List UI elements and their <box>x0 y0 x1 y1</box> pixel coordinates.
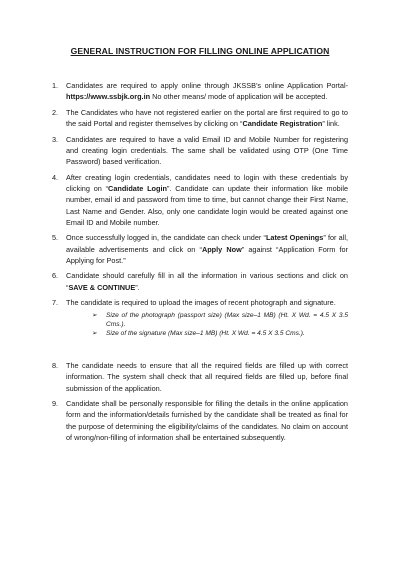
latest-openings-label: Latest Openings <box>265 233 324 243</box>
instruction-item-3 <box>52 134 348 168</box>
arrow-bullet-icon: ➢ <box>92 312 98 320</box>
item-text: Once successfully logged in, the candidate can check under “ <box>66 233 266 243</box>
instruction-item-8 <box>52 360 348 394</box>
item-text: No other means/ mode of application will be accepted. <box>150 92 328 102</box>
item-number: 4. <box>52 172 59 182</box>
item-number: 3. <box>52 134 59 144</box>
photo-size-item <box>66 312 348 328</box>
item-text: ” for all, available advertisements and click on “ <box>66 233 349 254</box>
item-text: ” link. <box>322 119 340 129</box>
item-number: 6. <box>52 271 59 281</box>
save-continue-label: SAVE & CONTINUE <box>68 282 136 292</box>
item-number: 9. <box>52 399 59 409</box>
item-number: 1. <box>52 81 59 90</box>
item-text: ” against “Application Form for Applying for Post.” <box>66 244 348 265</box>
item-text: Candidate should carefully fill in all the information in various sections and click on “ <box>66 271 348 292</box>
sub-item-text: Size of the signature (Max size–1 MB) (Ht. X Wd. = 4.5 X 3.5 Cms.). <box>106 329 305 337</box>
portal-url-link[interactable]: https://www.ssbjk.org.in <box>66 92 151 102</box>
item-number: 7. <box>52 298 59 308</box>
item-text: The Candidates who have not registered earlier on the portal are first required to go to the said Portal and register themselves by clicking on “ <box>66 107 348 129</box>
item-text: Candidates are required to have a valid Email ID and Mobile Number for registering and creating login credentials. The same shall be validated using OTP (One Time Password) based verification. <box>66 134 348 167</box>
arrow-bullet-icon: ➢ <box>92 329 98 337</box>
instruction-item-2 <box>52 107 348 130</box>
instruction-item-1 <box>52 80 348 103</box>
item-number: 5. <box>52 233 59 243</box>
item-number: 2. <box>52 107 59 117</box>
item-text: ”. Candidate can update their information like mobile number, email id and password from time to time, but cannot change their First Name, Last Name and Gender. Also, only one candidate login would be created against one Email ID and Mobile number. <box>66 183 348 227</box>
instruction-item-5 <box>52 232 349 266</box>
item-text: Candidate shall be personally responsible for filling the details in the online application form and the information/details furnished by the candidate shall be treated as final for the purpose of determining the eligibility/claims of the candidates. No claim on account of wrong/non-filling of information shall be entertained subsequently. <box>66 399 348 443</box>
instruction-item-7 <box>52 297 348 338</box>
item-text: The candidate needs to ensure that all the required fields are filled up with correct information. The system shall check that all required fields are filled up, before final submission of the application. <box>66 361 348 393</box>
sub-item-text: Size of the photograph (passport size) (Max size–1 MB) (Ht. X Wd. = 4.5 X 3.5 Cms.). <box>106 312 348 328</box>
item-text: After creating login credentials, candidates need to login with these credentials by clicking on “ <box>66 172 348 193</box>
instruction-item-6 <box>52 270 348 293</box>
item-number: 8. <box>52 361 59 371</box>
size-requirements-list <box>66 312 348 338</box>
instruction-list <box>52 80 349 443</box>
apply-now-label: Apply Now <box>201 244 242 254</box>
candidate-registration-label: Candidate Registration <box>242 119 323 129</box>
item-text: Candidates are required to apply online through JKSSB’s online Application Portal- <box>66 81 348 90</box>
instruction-item-4 <box>52 172 348 228</box>
candidate-login-label: Candidate Login <box>108 183 167 193</box>
item-text: The candidate is required to upload the images of recent photograph and signature. <box>66 298 336 308</box>
page-title: GENERAL INSTRUCTION FOR FILLING ONLINE APPLICATION <box>70 46 330 56</box>
item-text: ”. <box>135 282 140 292</box>
signature-size-item <box>66 330 348 338</box>
instruction-item-9 <box>52 398 348 443</box>
